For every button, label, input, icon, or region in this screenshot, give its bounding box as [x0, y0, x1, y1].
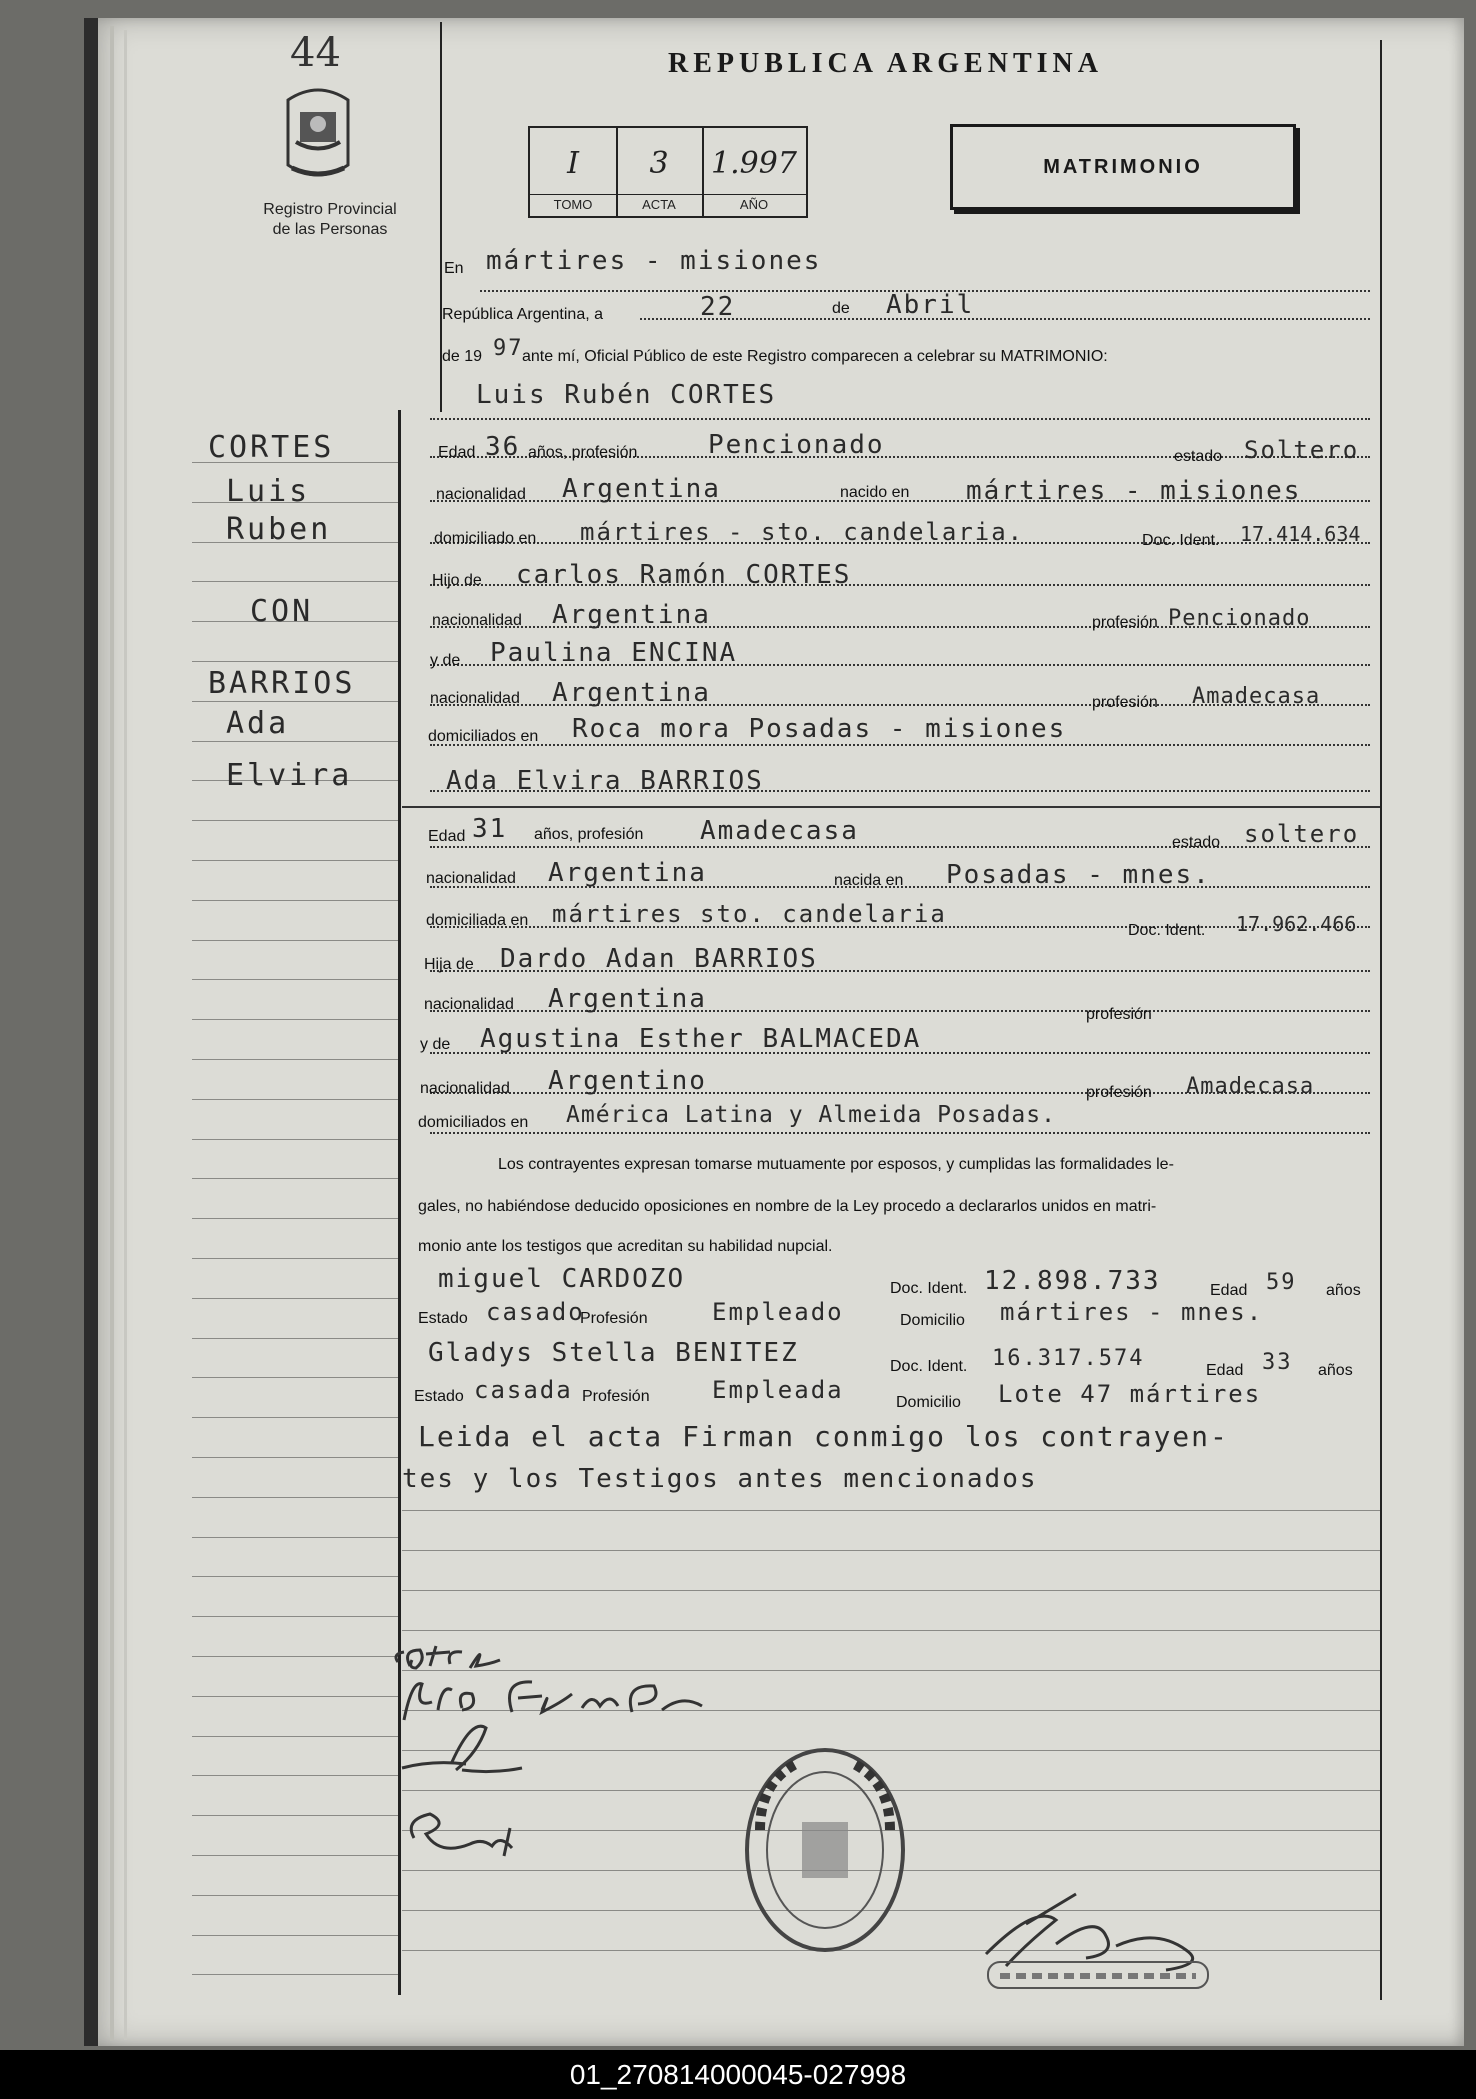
ruled-line [192, 1377, 398, 1378]
bride-birthplace: Posadas - mnes. [946, 860, 1211, 890]
witness2-dom-label: Domicilio [896, 1394, 961, 1411]
groom-doms-label: domiciliados en [428, 728, 539, 745]
bride-edad-label: Edad [428, 828, 466, 845]
witness2-anos: años [1318, 1362, 1353, 1379]
ruled-line [192, 940, 398, 941]
bride-yde-label: y de [420, 1036, 451, 1053]
tomo-cell [530, 128, 618, 216]
witness2-prof-label: Profesión [582, 1388, 650, 1405]
tomo-label: TOMO [553, 197, 593, 212]
groom-doc-label: Doc. Ident. [1142, 532, 1220, 549]
groom-mother-prof-label: profesión [1092, 694, 1158, 711]
bride-mother-profession: Amadecasa [1186, 1074, 1315, 1099]
page-number: 44 [290, 30, 341, 76]
witness1-profession: Empleado [712, 1298, 844, 1326]
page-edge [124, 30, 127, 2040]
ruled-line [192, 1457, 398, 1458]
margin-name: Elvira [226, 758, 353, 793]
ruled-line [192, 1616, 398, 1617]
ruled-line [192, 979, 398, 980]
groom-estado: Soltero [1244, 436, 1360, 464]
witness1-doc: 12.898.733 [984, 1266, 1161, 1296]
margin-name: Luis [226, 474, 311, 509]
month-value: Abril [886, 290, 975, 320]
ruled-line [192, 1815, 398, 1816]
bride-estado: soltero [1244, 820, 1360, 848]
bride-nationality: Argentina [548, 858, 707, 888]
groom-mother-profession: Amadecasa [1192, 684, 1321, 709]
groom-birthplace: mártires - misiones [966, 476, 1302, 506]
ruled-line [402, 1550, 1380, 1551]
ruled-line [192, 1696, 398, 1697]
bride-full-name: Ada Elvira BARRIOS [446, 766, 764, 796]
ruled-line [402, 1510, 1380, 1511]
ruled-line [192, 1019, 398, 1020]
groom-father-profession: Pencionado [1168, 606, 1311, 631]
en-label: En [444, 260, 464, 277]
bride-parents-address: América Latina y Almeida Posadas. [566, 1102, 1056, 1128]
bride-doc-label: Doc. Ident. [1128, 922, 1206, 939]
ruled-line [192, 1497, 398, 1498]
record-number-box [528, 126, 808, 218]
ruled-line [192, 1855, 398, 1856]
bride-age: 31 [472, 814, 508, 844]
bride-hija-label: Hija de [424, 956, 474, 973]
groom-yde-label: y de [430, 652, 461, 669]
form-fill-line [430, 418, 1370, 420]
bride-nacida-label: nacida en [834, 872, 904, 889]
groom-father: carlos Ramón CORTES [516, 560, 852, 590]
declaration-line: Los contrayentes expresan tomarse mutuamente por esposos, y cumplidas las formalidades le- [498, 1156, 1174, 1173]
bride-father-nac-label: nacionalidad [424, 996, 514, 1013]
groom-nationality: Argentina [562, 474, 721, 504]
ruled-line [192, 1974, 398, 1975]
witness1-address: mártires - mnes. [1000, 1298, 1264, 1326]
ruled-line [192, 1935, 398, 1936]
witness1-estado: casado [486, 1298, 585, 1326]
anio-value: 1.997 [711, 146, 797, 181]
ruled-line [192, 900, 398, 901]
witness2-name: Gladys Stella BENITEZ [428, 1338, 799, 1368]
ruled-line [192, 1576, 398, 1577]
groom-dom-label: domiciliado en [434, 530, 537, 547]
ruled-line [402, 1590, 1380, 1591]
form-fill-line [430, 846, 1370, 848]
ruled-line [192, 1178, 398, 1179]
official-signature [966, 1884, 1226, 1994]
groom-estado-label: estado [1174, 448, 1223, 465]
right-border [1380, 40, 1382, 2000]
act-type-box: MATRIMONIO [950, 124, 1296, 210]
margin-name: CON [250, 594, 314, 629]
groom-nac-label: nacionalidad [436, 486, 526, 503]
witness1-edad-label: Edad [1210, 1282, 1248, 1299]
bride-mother: Agustina Esther BALMACEDA [480, 1024, 922, 1054]
ruled-line [192, 1338, 398, 1339]
margin-name: BARRIOS [208, 666, 356, 701]
witness1-anos: años [1326, 1282, 1361, 1299]
witness1-name: miguel CARDOZO [438, 1264, 686, 1294]
page-edge [110, 26, 114, 2041]
witness2-doc: 16.317.574 [992, 1346, 1145, 1371]
acta-value: 3 [649, 146, 669, 181]
ruled-line [192, 741, 398, 742]
witness2-address: Lote 47 mártires [998, 1380, 1262, 1408]
bride-father-prof-label: profesión [1086, 1006, 1152, 1023]
book-spine [84, 18, 98, 2046]
registry-line: de las Personas [272, 221, 388, 238]
margin-name: Ada [226, 706, 290, 741]
ruled-line [192, 860, 398, 861]
year-prefix: de 19 [442, 348, 483, 365]
anio-cell [702, 128, 806, 216]
bride-dom-label: domiciliada en [426, 912, 529, 929]
groom-mother-nationality: Argentina [552, 678, 711, 708]
bride-estado-label: estado [1172, 834, 1221, 851]
witness2-edad-label: Edad [1206, 1362, 1244, 1379]
provincial-seal-icon [278, 80, 358, 190]
ruled-line [192, 820, 398, 821]
witness1-doc-label: Doc. Ident. [890, 1280, 968, 1297]
bride-doc: 17.962.466 [1236, 912, 1357, 936]
bride-father-nationality: Argentina [548, 984, 707, 1014]
place-value: mártires - misiones [486, 246, 822, 276]
groom-edad-label: Edad [438, 444, 476, 461]
ruled-line [192, 581, 398, 582]
groom-doc: 17.414.634 [1240, 522, 1361, 546]
day-value: 22 [700, 292, 736, 322]
witness2-profession: Empleada [712, 1376, 844, 1404]
witness-signature [392, 1712, 542, 1782]
witness2-age: 33 [1262, 1350, 1293, 1375]
ruled-line [192, 1417, 398, 1418]
groom-nacido-label: nacido en [840, 484, 910, 501]
acta-label: ACTA [642, 197, 676, 212]
form-fill-line [430, 1132, 1370, 1134]
country-heading: REPUBLICA ARGENTINA [668, 48, 1103, 79]
witness2-estado: casada [474, 1376, 573, 1404]
registry-name [230, 200, 430, 240]
margin-name: Ruben [226, 512, 332, 547]
ruled-line [192, 1298, 398, 1299]
groom-full-name: Luis Rubén CORTES [476, 380, 777, 410]
ruled-line [192, 1537, 398, 1538]
bride-address: mártires sto. candelaria [552, 900, 947, 928]
year-suffix: 97 [493, 336, 524, 361]
witness1-dom-label: Domicilio [900, 1312, 965, 1329]
tomo-value: I [567, 146, 579, 181]
groom-father-prof-label: profesión [1092, 614, 1158, 631]
groom-profesion-label: años, profesión [528, 444, 638, 461]
ruled-line [192, 1656, 398, 1657]
groom-profession: Pencionado [708, 430, 885, 460]
groom-mother: Paulina ENCINA [490, 638, 738, 668]
witness1-age: 59 [1266, 1270, 1297, 1295]
anio-label: AÑO [739, 197, 769, 212]
groom-address: mártires - sto. candelaria. [580, 518, 1025, 546]
ruled-line [402, 1630, 1380, 1631]
witness2-estado-label: Estado [414, 1388, 464, 1405]
form-fill-line [430, 744, 1370, 746]
groom-parents-address: Roca mora Posadas - misiones [572, 714, 1067, 744]
closing-line: tes y los Testigos antes mencionados [402, 1464, 1038, 1494]
ruled-line [192, 1736, 398, 1737]
groom-age: 36 [485, 432, 521, 462]
official-stamp-icon [740, 1740, 910, 1960]
witness1-estado-label: Estado [418, 1310, 468, 1327]
bride-father: Dardo Adan BARRIOS [500, 944, 818, 974]
ruled-line [192, 661, 398, 662]
republica-label: República Argentina, a [442, 306, 603, 323]
ruled-line [192, 1258, 398, 1259]
bride-mother-nationality: Argentino [548, 1066, 707, 1096]
bride-mother-nac-label: nacionalidad [420, 1080, 510, 1097]
witness1-prof-label: Profesión [580, 1310, 648, 1327]
ruled-line [192, 1139, 398, 1140]
ruled-line [192, 1775, 398, 1776]
ruled-line [192, 1059, 398, 1060]
registry-line: Registro Provincial [263, 201, 397, 218]
groom-father-nac-label: nacionalidad [432, 612, 522, 629]
margin-name: CORTES [208, 430, 335, 465]
acta-cell [616, 128, 704, 216]
bride-mother-prof-label: profesión [1086, 1084, 1152, 1101]
de-label: de [832, 300, 850, 317]
ruled-line [192, 1895, 398, 1896]
document-id: 01_270814000045-027998 [0, 2050, 1476, 2099]
declaration-line: gales, no habiéndose deducido oposiciones en nombre de la Ley procedo a declararlos unidos en matri- [418, 1198, 1157, 1215]
groom-mother-nac-label: nacionalidad [430, 690, 520, 707]
ruled-line [192, 1099, 398, 1100]
witness-signature [400, 1798, 540, 1868]
groom-father-nationality: Argentina [552, 600, 711, 630]
closing-line: Leida el acta Firman conmigo los contrayen- [418, 1420, 1229, 1453]
bride-profession: Amadecasa [700, 816, 859, 846]
ruled-line [192, 1218, 398, 1219]
intro-text: ante mí, Oficial Público de este Registro comparecen a celebrar su MATRIMONIO: [522, 348, 1108, 365]
bride-profesion-label: años, profesión [534, 826, 644, 843]
bride-doms-label: domiciliados en [418, 1114, 529, 1131]
bride-nac-label: nacionalidad [426, 870, 516, 887]
groom-hijo-label: Hijo de [432, 572, 482, 589]
witness2-doc-label: Doc. Ident. [890, 1358, 968, 1375]
declaration-line: monio ante los testigos que acreditan su habilidad nupcial. [418, 1238, 833, 1255]
